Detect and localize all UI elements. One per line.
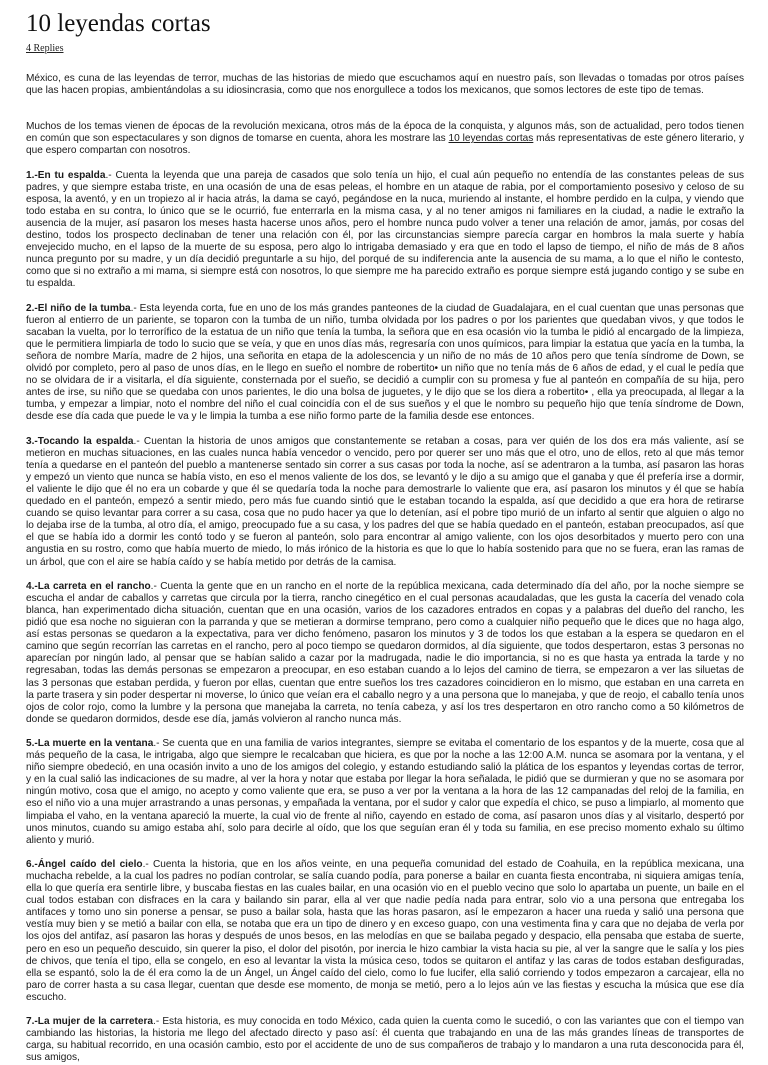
story-title: 3.-Tocando la espalda (26, 435, 134, 447)
story-7 (26, 1016, 744, 1064)
story-title: 1.-En tu espalda (26, 169, 106, 181)
story-text: .- Se cuenta que en una familia de varios integrantes, siempre se evitaba el comentario de los espantos y de la muerte, cosa que al más pequeño de la casa, le intrigaba, algo que siempre le recalcaban que hiciera, es que por la noche a las 12:00 A.M. nunca se asomara por la ventana, y el niño siempre obedeció, en una ocasión invito a uno de los amigos del colegio, y estando estudiando salió la plática de los espantos y leyendas cortas de terror, y en la cual salió las indicaciones de su madre, al ver la hora y notar que estaba por llegar la hora señalada, le pidió que se durmieran y que no se asomara por ningún motivo, cosa que el amigo, no acepto y como valiente que era, se puso a ver por la ventana a la hora de las 12 campanadas del reloj de la familia, en eso el niño vio a una mujer arrastrando a unas personas, y empañada la ventana, por el sudor y calor que expedía el chico, se puso a limpiarlo, al momento que limpiaba el vaho, en la ventana apareció la muerte, la cual vio de frente al niño, cayendo en estado de coma, así pasaron unos días y al visitarlo, despertó por unos minutos, cuando su amigo estaba ahí, solo para decirle al oído, que los que seguían eran él y toda su familia, en ese preciso momento exhalo su último aliento y murió. (26, 737, 745, 846)
intro-text-after: más representativas de este género literario, y que espero compartan con nosotros. (26, 133, 744, 157)
story-5 (26, 738, 744, 847)
intro-text-before: Muchos de los temas vienen de épocas de la revolución mexicana, otros más de la época de la conquista, y algunos más, son de actualidad, pero todos tienen en común que son espectaculares y son dignos de tomarse en cuenta, ahora les mostrare las (26, 121, 744, 145)
story-text: .- Cuenta la gente que en un rancho en el norte de la república mexicana, cada determinado día del año, por la noche siempre se escucha el andar de caballos y carretas que circula por la tierra, rancho cinegético en el cual personas acaudaladas, que les gusta la cacería del venado cola blanca, han experimentado dicha situación, cuentan que en una ocasión, varios de los cazadores entrados en copas y a palabras del dueño del rancho, les pidió que esa noche no siguieran con la parranda y que se metieran a dormirse temprano, pero como a cualquier niño pequeño que le dices que no haga algo, así estas personas se quedaron a la expectativa, para ver dicho fenómeno, pasaron los minutos y 3 de todos los que estaban a la espera se quedaron en el camino que según recorrían las carretas en el rancho, pero al poco tiempo se quedaron dormidos, al día siguiente, que todos despertaron, estas 3 personas no aparecían por ningún lado, al pensar que se habían salido a cazar por la madrugada, nadie le dio importancia, si no es que hasta ya entrada la tarde y no regresaban, todas las demás personas se empezaron a preocupar, en eso estaban cuando a lo lejos del camino de tierra, se empezaron a ver las siluetas de las 3 personas que estaban perdida, y fueron por ellas, cuentan que entre sueños los tres cazadores coincidieron en lo mismo, que estaban en una carreta en la parte trasera y sin poder despertar ni moverse, lo único que veían era el caballo negro y a una persona que lo manejaba, y que de reojo, el caballo tenía unos ojos de color rojo, como la lumbre y la persona que manejaba la carreta, no tenía cabeza, y así los tres despertaron en otro rancho como a 50 kilómetros de donde se quedaron dormidos, desde ese día, jamás volvieron al rancho nunca más. (26, 580, 744, 725)
story-text: .- Cuenta la historia, que en los años veinte, en una pequeña comunidad del estado de Coahuila, en la república mexicana, una muchacha rebelde, a la cual los padres no podían controlar, se salía cuando podía, para ponerse a bailar en cuanta fiesta encontraba, ni siquiera amigas tenía, ella lo que quería era sentirle libre, y buscaba fiestas en las cuales bailar, en una ocasión vio en el pueblo vecino que solo lo apartaba un puente, un baile en el cual todos estaban con disfraces en la cara y bailando sin parar, ella al ver que nadie pedía nada para entrar, solo vio a una persona que entregaba los antifaces y tomo uno sin ponerse a pensar, se puso a bailar sola, hasta que las horas pasaron, así le empezaron a hacer una rueda y salió una persona que vestía muy bien y se metió a bailar con ella, se notaba que era un tipo de dinero y en exceso guapo, con una vestimenta fina y cara que no dejaba de verla por los ojos del antifaz, así pasaron las horas y después de unos besos, en las melodías en que se bailaba pegado y despacio, ella pensaba que estaba de suerte, pero en eso un pequeño descuido, sin querer la piso, el dolor del pisotón, por inercia le hizo cambiar la vista hacia su pie, al ver la sangre que le salía y los pies de chivos, que tenía el tipo, ella se congelo, en eso al levantar la vista la música ceso, todos se quitaron el antifaz y las caras de todos estaban desfiguradas, ella se espantó, solo la de él era como la de un Ángel, un Ángel caído del cielo, como lo fue lucifer, ella salió corriendo y todos empezaron a carcajear, ella no paro de correr hasta a su casa llegar, cuentan que desde ese momento, de monja se metió, pero a lo lejos aún ve las fiestas y escucha la música que ese día escucho. (26, 858, 744, 1003)
story-title: 7.-La mujer de la carretera (26, 1016, 154, 1028)
story-text: .- Cuentan la historia de unos amigos que constantemente se retaban a cosas, para ver quién de los dos era más valiente, así se metieron en muchas situaciones, en las cuales nunca había vencedor o vencido, pero por querer ser uno más que el otro, uno de ellos, reto al que más temor tenía a quedarse en el panteón del pueblo a mantenerse sentado sin correr a sus casas por toda la noche, así se adentraron a la tumba, así pasaron las horas y empezó un viento que nunca se había visto, en eso el menos valiente de los dos, se levantó y le dijo a su amigo que el ganaba y que él prefería irse a dormir, el valiente le dijo que él no era un cobarde y que él se quedaría toda la noche para demostrarle lo valiente que era, así pasaron los minutos y él que se había quedado en el panteón, empezó a sentir miedo, pero más fue cuando sintió que le estaban tocando la espalda, así que decidido a que era hora de retirarse cuando se quiso levantar para correr a su casa, cosa que no pudo hacer ya que lo detenían, así el pobre tipo murió de un infarto al sentir que alguien o algo no lo dejaba irse de la tumba, al otro día, el amigo, preocupado fue a su casa, y los padres del que se había quedado en el panteón, estaban preocupados, así que el que se había ido a dormir les contó todo y se fueron al panteón, solo para encontrar al amigo valiente, con los ojos desorbitados y muerto pero con una angustia en su rostro, como que había muerto de miedo, lo más irónico de la historia es que lo que lo había sostenido para que no se fuera, eran las ramas de un árbol, que con el aire se había caído y se había metido por detrás de la camisa. (26, 435, 744, 568)
story-text: .- Cuenta la leyenda que una pareja de casados que solo tenía un hijo, el cual aún pequeño no entendía de las constantes peleas de sus padres, y que siempre estaba triste, en una ocasión de una de esas peleas, el hombre en un ataque de rabia, por el comportamiento posesivo y celoso de su esposa, la aventó, y en un tropiezo al ir hacia atrás, la dama se cayó, pegándose en la nuca, muriendo al instante, el hombre perdido en la culpa, y viendo que todo estaba en su contra, lo único que se le ocurrió, fue enterrarla en la misma casa, y al no tener amigos ni familiares en la ciudad, a nadie le extraño la ausencia de la mujer, así pasaron los meses hasta hacerse unos años, pero el hombre nunca pudo volver a tener una relación de amor, jamás, por cosas del destino, todos los prospecto declinaban de tener una relación con él, por las circunstancias siempre parecía cargar en hombros la mala suerte y había envejecido mucho, en el lapso de la muerte de su esposa, pero algo lo intrigaba demasiado y era que en todo el lapso de tiempo, el niño de más de 8 años nunca pregunto por su madre, y un día decidió preguntarle a su hijo, del porqué de su indiferencia ante la ausencia de su mama, a lo que el niño le contesto, como que si no extraño a mi mama, si siempre está con nosotros, lo que siempre me ha parecido extraño es porque siempre está jugando contigo y se sube en tu espalda. (26, 169, 744, 290)
intro-paragraph-2 (26, 121, 744, 157)
story-title: 5.-La muerte en la ventana (26, 737, 154, 749)
story-title: 2.-El niño de la tumba (26, 302, 131, 314)
story-text: .- Esta leyenda corta, fue en uno de los más grandes panteones de la ciudad de Guadalajara, en el cual cuentan que unas personas que fueron al entierro de un pariente, se toparon con la tumba de un niño, tumba olvidada por los padres o por los parientes que quedaban vivos, y que todos le sacaban la vuelta, por lo terrorífico de la estatua de un niño que tenía la tumba, la señora que en esa ocasión vio la tumba le pidió al encargado de la limpieza, que le permitiera limpiarla de todo lo sucio que se veía, y que en unos días más, regresaría con unos químicos, para limpiar la estatua que yacía en la tumba, la señora de nombre María, madre de 2 hijos, una señorita en etapa de la adolescencia y un niño de no más de 10 años pero que tenía síndrome de Down, se olvidó por completo, pero al paso de unos días, en le llego en sueño el nombre de robertito• un niño que no tenía más de 6 años de edad, y el cual le pedía que no se olvidara de ir a visitarla, el día siguiente, consternada por el sueño, se decidió a cumplir con su promesa y fue al panteón en compañía de su hija, pero antes de irse, su niño que se quedaba con unos parientes, le dio una bolsa de juguetes, y le dijo que se los diera a robertito• , ella ya preocupada, al llegar a la tumba, y empezar a limpiar, noto el nombre del niño el cual coincidía con el de sus sueños y el que le nombro su pequeño hijo que tenía síndrome de Down, desde ese día cada que puede le va y le limpia la tumba a ese niño formo parte de la familia desde ese entonces. (26, 302, 744, 423)
replies-link[interactable]: 4 Replies (26, 43, 64, 54)
leyendas-cortas-link[interactable]: 10 leyendas cortas (448, 133, 534, 145)
story-title: 6.-Ángel caído del cielo (26, 858, 143, 870)
story-1 (26, 170, 744, 291)
story-title: 4.-La carreta en el rancho (26, 580, 151, 592)
story-6 (26, 859, 744, 1004)
article-body (26, 73, 744, 1065)
story-text: .- Esta historia, es muy conocida en todo México, cada quien la cuenta como le sucedió, o con las variantes que con el tiempo van cambiando las historias, la historia me llego del afectado directo y paso así: él cuenta que trabajando en una de las más grandes líneas de transportes de carga, su habitual recorrido, en una ocasión cambio, esto por el accidente de uno de sus compañeros de trabajo y lo mandaron a una ruta desconocida para él, sus amigos, (26, 1016, 744, 1064)
story-2 (26, 303, 744, 424)
story-4 (26, 581, 744, 726)
intro-paragraph-1: México, es cuna de las leyendas de terror, muchas de las historias de miedo que escuchamos aquí en nuestro país, son llevadas o tomadas por otros países que las hacen propias, ambientándolas a su idiosincrasia, como que nos enorgullece a todos los mexicanos, que somos lectores de este tipo de temas. (26, 73, 744, 97)
article-title: 10 leyendas cortas (26, 10, 211, 37)
story-3 (26, 436, 744, 569)
